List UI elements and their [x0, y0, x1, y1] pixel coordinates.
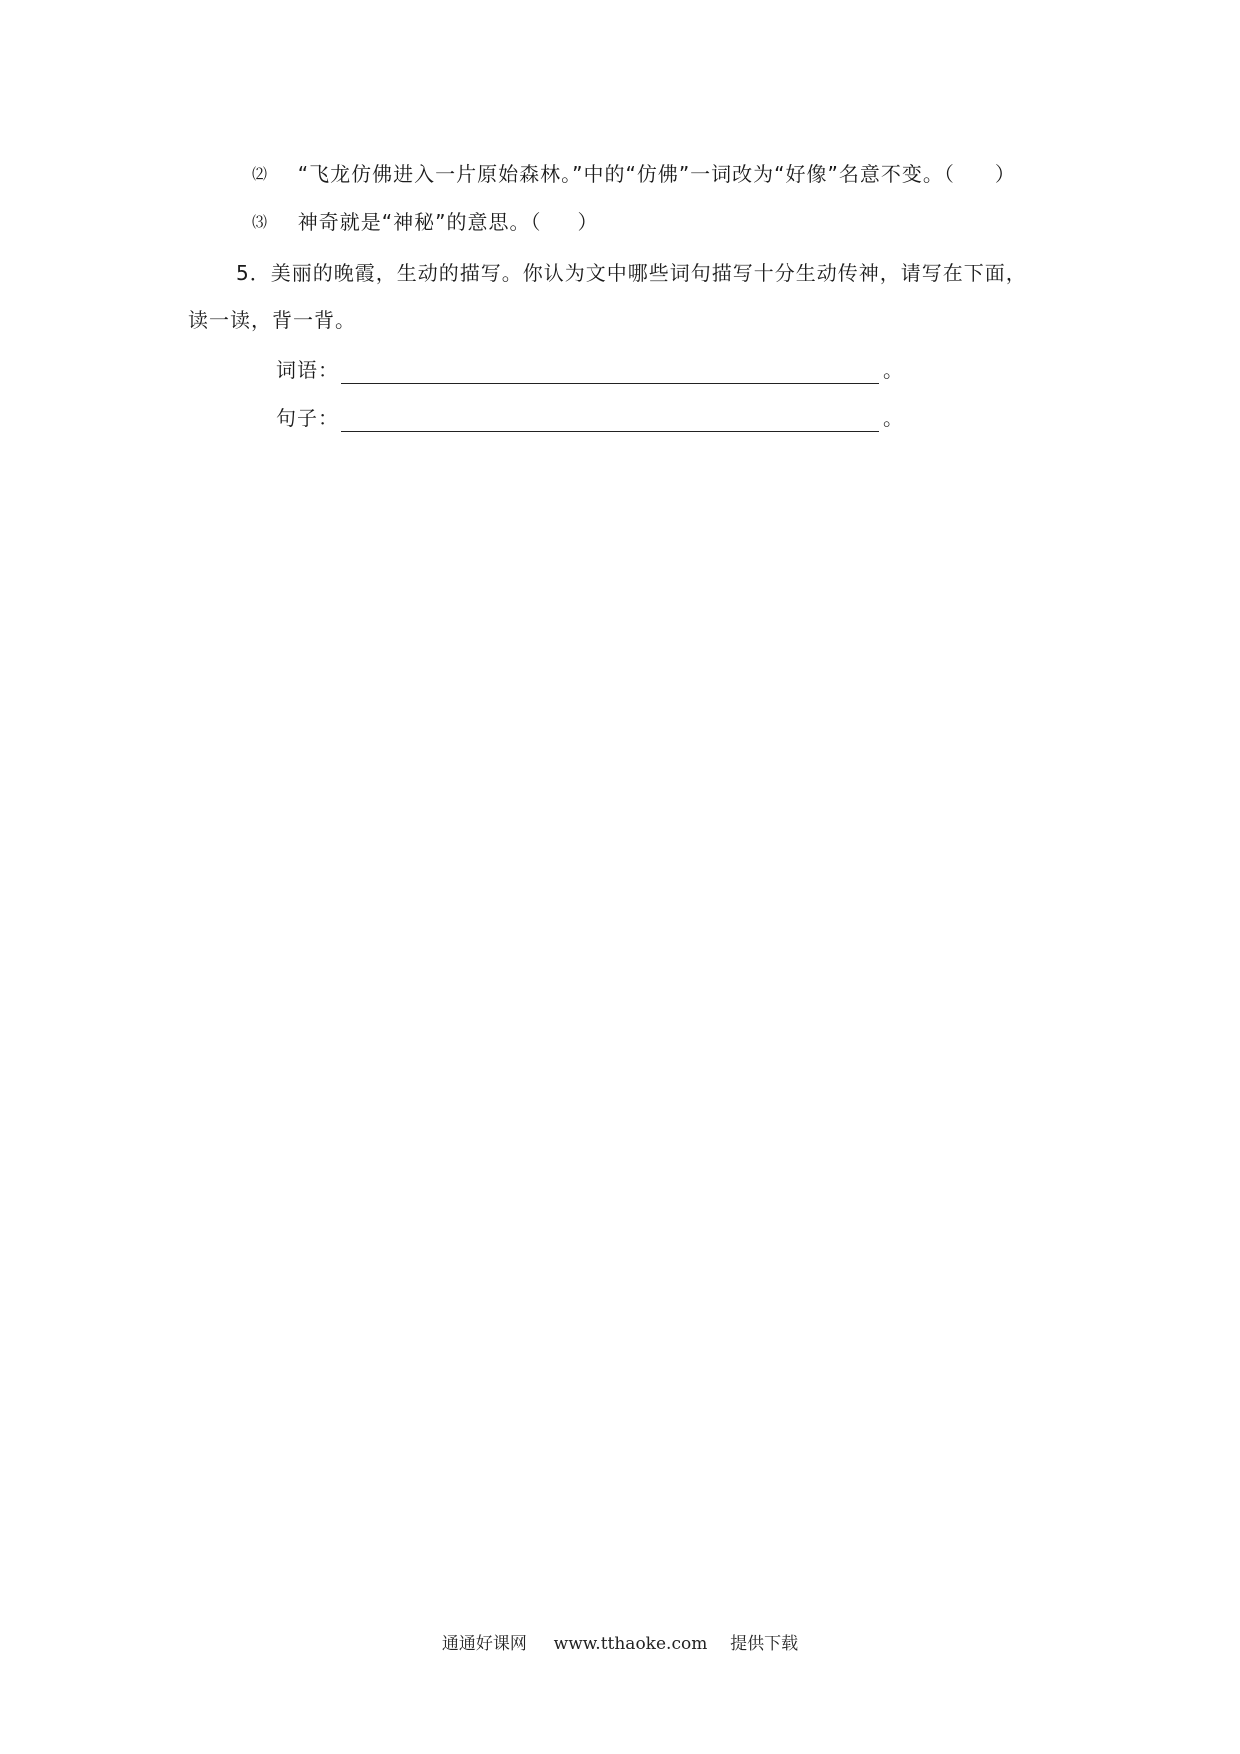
item-text: 神奇就是“神秘”的意思。（: [297, 210, 542, 234]
item-close-paren: ）: [577, 210, 599, 234]
words-label: 词语：: [276, 358, 339, 382]
sentence-answer-line[interactable]: [341, 407, 879, 432]
item-number: ⑵: [252, 165, 268, 183]
words-end-mark: 。: [883, 358, 904, 382]
question-5-line-1: 5．美丽的晚霞，生动的描写。你认为文中哪些词句描写十分生动传神，请写在下面，: [236, 261, 1027, 285]
sentence-end-mark: 。: [883, 406, 904, 430]
page-footer: [0, 1632, 1240, 1656]
item-close-paren: ）: [994, 162, 1016, 186]
item-number: ⑶: [252, 213, 268, 231]
words-fill-row: [276, 356, 904, 384]
footer-site-name: 通通好课网: [441, 1634, 527, 1654]
footer-url[interactable]: www.tthaoke.com: [553, 1634, 708, 1654]
footer-suffix: 提供下载: [730, 1634, 799, 1654]
sentence-fill-row: [276, 404, 904, 432]
item-text: “飞龙仿佛进入一片原始森林。”中的“仿佛”一词改为“好像”名意不变。（: [297, 162, 955, 186]
question-5-line-2: 读一读，背一背。: [188, 308, 356, 332]
words-answer-line[interactable]: [341, 359, 879, 384]
question-item-3: [252, 208, 598, 236]
sentence-label: 句子：: [276, 406, 339, 430]
question-item-2: [252, 160, 1016, 188]
